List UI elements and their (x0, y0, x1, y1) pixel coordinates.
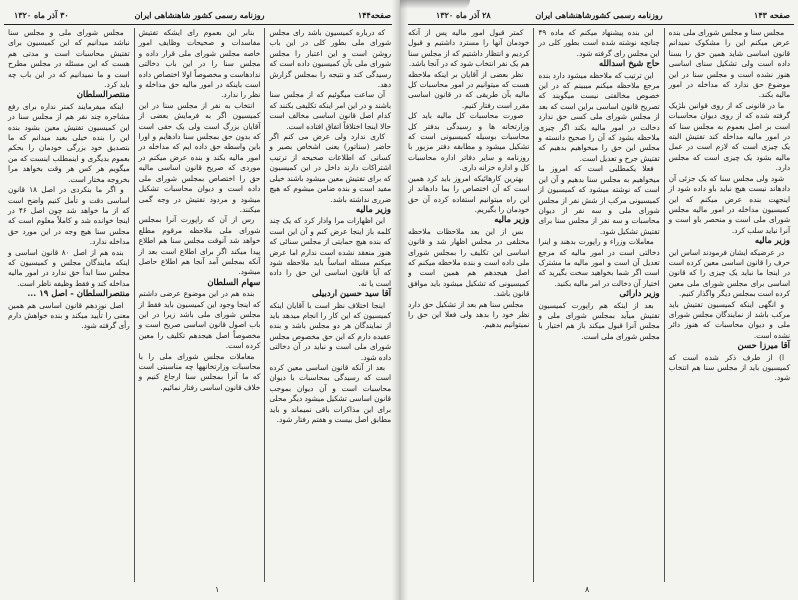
text-column (404, 28, 533, 582)
paragraph: معاملات مجلس شورای ملی را با محاسبات وزارتخانهها چه مناسبتی است که ما آنرا بمجلس سنا ارجاع کنیم و خلاف قانون اساسی رفتار نمائیم. (138, 351, 261, 392)
speaker-heading: آقا سید حسین اردبیلی (312, 289, 391, 300)
footer-number: ۸ (585, 585, 590, 594)
paragraph: این اظهارات مرا وادار کرد که یک چند کلمه باز اینجا عرض کنم و آن این است که بنده هیچ حمایتی از مجلس سنائی که هنوز منعقد نشده است ندارم اما عرض میکنم مسئله اساساً باید ملاحظه شود که آیا قانون اساسی این حق را داده است یا نه. (269, 216, 391, 288)
speaker-block (669, 341, 790, 351)
paragraph: ما در قانونی که از روی قوانین بلژیک گرفته شده که از روی دیوان محاسبات است بر اصل بعموم به مجلس سنا که در امور مالیه مداخله کند تفتیش البته یک چیزی است که لازم است در عمل مالیه بشود یک چیزی است که مجلس دارد. (668, 100, 790, 173)
speaker-heading: حاج شیخ اسدالله (598, 59, 660, 70)
paragraph: و اگر ما بنکردی در اصل ۱۸ قانون اساسی دقت و تأمل کنیم واضح است که از ما خواهد شد چون اصل ۴۶ در اینجا خوانده شد و کاملاً معلوم است که مجلس سنا هیچ وجه در این مورد حق مداخله ندارد. (7, 185, 130, 247)
speaker-block (269, 205, 391, 215)
paragraph: بعد از آنکه قانون اساسی معین کرده است که رسیدگی بمحاسبات با دیوان محاسبات است و آن دیوان بموجب قانون اساسی تشکیل میشود دیگر محلی برای این مذاکرات باقی نمیماند و باید مطابق اصل بیست و هفتم رفتار شود. (269, 363, 391, 425)
page-number: صفحه ۱۴۳ (754, 10, 790, 20)
speaker-heading: منتصرالسلطان (76, 90, 130, 101)
page-header (406, 10, 792, 22)
text-columns (4, 28, 395, 582)
paragraph: کاری ندارد ولی عرض می کنم اگر حاضر (سناتور) یعنی اشخاص بصیر و کسانی که اطلاعات صحیحه از ترتیب اشتراکات دارند داخل در این کمیسیون که برای تفتیش معین میشود باشند خیلی مفید است و بنده ضامن میشوم که هیچ ضرری نداشته باشد. (269, 132, 391, 204)
speaker-block (8, 90, 130, 100)
paragraph: بعد از اینکه هم راپورت کمیسیون تفتیش میآید بمجلس شورای ملی و مجلس آنرا قبول میکند باز هم اختیار با مجلس شورای ملی است. (538, 300, 660, 341)
paragraph: شود ولی مجلس سنا که یک جزئی آن دادهاند نیست هیچ نباید باو داده شود از اینجهت بنده عرض میکنم که این کمیسیون مداخله در امور مالیه مجلس شورای ملی است و منحصر باو است و آنرا نباید سلب کرد. (668, 173, 790, 235)
text-column (533, 28, 663, 582)
paragraph: و انگهی اینکه کمیسیون تفتیش باید مرکب باشد از نمایندگان مجلس شورای ملی و دیوان محاسبات که هنوز دائر نشده است. (668, 299, 790, 340)
speaker-block (269, 289, 391, 299)
text-column (664, 28, 794, 582)
text-column (4, 28, 134, 582)
paragraph: این ترتیب که ملاحظه میشود دارد بنده مرجع ملاحظه میکنم میبینم که در این خصوص مخالفتی نیست میگویند که تصریح قانون اساسی براین است که بعد از مجلس شورای ملی کسی حق ندارد دخالت در امور مالیه بکند اگر چیزی ملاحظه بشود که آن را صحیح دانسته و مجلس این حق را میخواهیم بدهیم که تفتیش جرح و تعدیل است. (538, 70, 660, 163)
page-number: صفحه۱۴۴ (357, 10, 391, 20)
paragraph: که درباره کمیسیون باشد رای مجلس شورای ملی بطور کلی در این باب روشن است و این اعتبار را مجلس شورای ملی بآن کمیسیون داده است که رسیدگی کند و نتیجه را بمجلس گزارش دهد. (269, 28, 391, 90)
paragraph: انتخاب به نفر از مجلس سنا در این کمیسیون اگر به فرمایش بعضی از آقایان بزرگ است ولی یک حقی است که بدون حق بمجلس سنا دادهایم و اورا باین واسطه حق داده ایم که مداخله در امور مالیه بکند و بنده عرض میکنم در موردی که صریح قانون اساسی مالیه حق را اختصاص بمجلس شورای ملی داده است و دیوان محاسبات تشکیل میشود و مردود تفتیش در وجه گمی میکنند. (138, 100, 261, 214)
speaker-heading: وزیر مالیه (494, 215, 530, 226)
paragraph: بهترین کارهائیکه امروز باید کرد همین است که آن اختصاص را بما دادهاند از این راه میتوانیم استفاده کرده آن حق خودمان را بگیریم. (408, 173, 530, 214)
paragraph: صورت محاسبات کل مالیه باید کل وزارتخانه ها و رسیدگی بدفتر کل محاسبات بوسیله کمیسیونی است که تشکیل میشود و مطابقه دفتر مزبور با روزنامه و سایر دفاتر اداره محاسبات کل و اداره خزانه داری. (408, 111, 530, 173)
paragraph: اینجا اختلاف نظر است با آقایان اینکه کمیسیون که این کار را انجام میدهد باید از نمایندگان هر دو مجلس باشد و بنده عقیده دارم که این حق مخصوص مجلس شورای ملی است و نباید در آن دخالتی داده شود. (269, 300, 391, 362)
issue-date: ۲۸ آذر ماه ۱۳۲۰ (436, 10, 491, 20)
speaker-heading: وزیر دارائی (619, 289, 660, 300)
speaker-heading: سهام السلطان (207, 277, 261, 288)
book-gutter (392, 0, 408, 600)
paragraph: این بنده پیشنهاد میکنم که ماده ۴۹ چنانچه نوشته شده است بطور کلی در این مجلس رای گرفته شود. (538, 28, 660, 58)
speaker-block (669, 236, 790, 246)
paragraph: در عرضیکه ایشان فرمودند اساس این حرف را قانون اساسی معین کرده است در اینجا ما نباید یک چیزی را که قانون اساسی برای مجلس شورای ملی معین کرده است بمجلس دیگر واگذار کنیم. (668, 247, 790, 299)
issue-date: ۳۰ آذر ماه ۱۳۲۰ (14, 10, 69, 20)
speaker-block (538, 289, 659, 299)
paragraph: مجلس سنا هم بعد از تشکیل حق دارد نظر خود را بدهد ولی فعلا این حق را نمیتوانیم بدهیم. (408, 299, 530, 330)
footer-number: ۱ (215, 585, 220, 594)
paragraph: بنده هم از اصل ۸۰ قانون اساسی و اینکه مایندگان مجلس و کمیسیون که مجلس سنا ابداً حق ندارد در امور مالیه مداخله کند و فقط وظیفه ناظر است. (7, 247, 130, 288)
paragraph: بس از این بعد ملاحظات ملاحظه مختلفی در مجلس اظهار شد و قانون اساسی این تکلیف را بمجلس شورای ملی داده است و بنده ملاحظه میکنم که اصل هیجدهم هم همین است و کمیسیونی که تشکیل میشود باید موافق قانون باشد. (408, 226, 530, 299)
speaker-block (408, 215, 529, 225)
newspaper-title: روزنامه رسمی کشور شاهنشاهی ایران (134, 10, 265, 20)
speaker-heading: وزیر مالیه (754, 236, 790, 247)
paragraph: بنابر این بعموم رای ایشکه تفتیش مفاسدات و صحیحات وظایف امور خاصه مجلس شورای ملی قرار داده و مجلس سنا را در این باب دخالتی ندادهاست و مخصوصاً اولا اختصاص داده است باینکه در امور مالیه حق مداخله و نظر را ندارد. (138, 28, 261, 100)
paragraph: اصل نوزدهم قانون اساسی هم همین معنی را تأیید میکند و بنده خواهش دارم رأی گرفته شود. (7, 300, 130, 331)
speaker-heading: وزیر مالیه (355, 204, 391, 215)
paragraph: آن ساعت میگوئیم که از مجلس سنا باشند و در این امر اینکه تکلیفی بکنند که کدام اصل قانون اساسی مخالف است حالا اینجا اختلافاً اتفاق افتاده است. (269, 90, 391, 131)
text-column (264, 28, 395, 582)
scan-shadow (400, 0, 470, 9)
paragraph: بنده هم در این موضوع عرضی داشتم که اینجا وجود این کمیسیون باید فقط از مجلس شورای ملی باشد زیرا در این باب اصول قانون اساسی صریح است و مخصوصاً اصل هیجدهم تکلیف را معین کرده است. (138, 289, 261, 351)
paragraph: معاملات وزراء و راپورت بدهند و اینرا دخالتی است در امور مالیه که مرجع تعدیل آن است و امور مالیه ما مشترک است اگر شما بخواهید سخت بگیرید که اختیار آن دخالت در امر مالیه بکنید. (538, 237, 660, 288)
speaker-block (139, 278, 261, 288)
paragraph: رس از آن که راپورت آنرا بمجلس شورای ملی ملاحظه مرقوم مطلع خواهد شد آنوقت مجلس سنا هم اطلاع پیدا میکند اگر برای اطلاع است بعد از آنکه بمجلس آمد آنجا هم اطلاع حاصل میشود. (138, 215, 261, 277)
paragraph: مجلس شورای ملی و مجلس سنا نباشد میدانیم که این کمیسیون برای تفتیش محاسبات است و مدتی هم هست که این مسئله در مجلس مطرح است و ما نمیدانیم که در این باب چه باید کرد. (7, 28, 130, 90)
paragraph: نظر بعضی از آقایان بر اینکه ملاحظه هست که میتوانیم در امور محاسبات کل مالیه بآن طریقی که در قانون اساسی مقرر است رفتار کنیم. (408, 69, 530, 110)
text-column (134, 28, 265, 582)
text-columns (404, 28, 794, 582)
right-page (400, 0, 798, 600)
header-rule (4, 24, 395, 25)
header-rule (404, 24, 794, 25)
paragraph: مجلس سنا و مجلس شورای ملی بنده عرض میکنم این را مشکوک نمیدانم قانون اساسی شاید همین حق را بسنا داده است ولی تشکیل سنای اساسی هنوز نشده است و مجلس سنا در این موضوع حق ندارد که مداخله در امور مالیه بکند. (668, 28, 790, 100)
newspaper-title: روزنامه رسمی کشورشاهنشاهی ایران (535, 10, 663, 20)
paragraph: اینکه میفرمایند کمتر نداره برای رفع مشاجره چند نفر هم از مجلس سنا در این کمیسیون تفتیش معین بشود بنده این را بنده خیلی بعید میدانم که ما بتصدیق خود بزرگی خودمان را بحکم بعموم بدیگری و اینمطلب اینست که من میگویم هر کس هر وقت بخواهد مرا بخروجه مختار است. (7, 101, 130, 184)
paragraph: فعلا یکمطلبی است که امروز ما میخواهیم به مجلس سنا بدهیم و آن این است که نوشته میشود که کمیسیون از کمیسیونی مرکب از شش نفر از مجلس شورای ملی و سه نفر از دیوان محاسبات و سه نفر از مجلس سنا برای تفتیش تشکیل شود. (538, 164, 660, 236)
speaker-heading: منتصرالسلطان - اصل ۱۹ ... (27, 289, 130, 300)
speaker-block (8, 289, 130, 299)
page-header (6, 10, 393, 22)
paragraph: ا) از طرف ذکر شده است که کمیسیون باید از مجلس سنا هم انتخاب شود. (668, 352, 790, 383)
speaker-heading: آقا میرزا حسن (737, 341, 790, 352)
speaker-block (538, 59, 659, 69)
paragraph: کمتر قبول امور مالیه پس از آنکه خودمان آنها را مسترد داشتیم و قبول کردیم و انتظار داشتیم که از مجلس سنا هم یک نفر انتخاب شود که در آنجا باشد. (408, 28, 530, 69)
